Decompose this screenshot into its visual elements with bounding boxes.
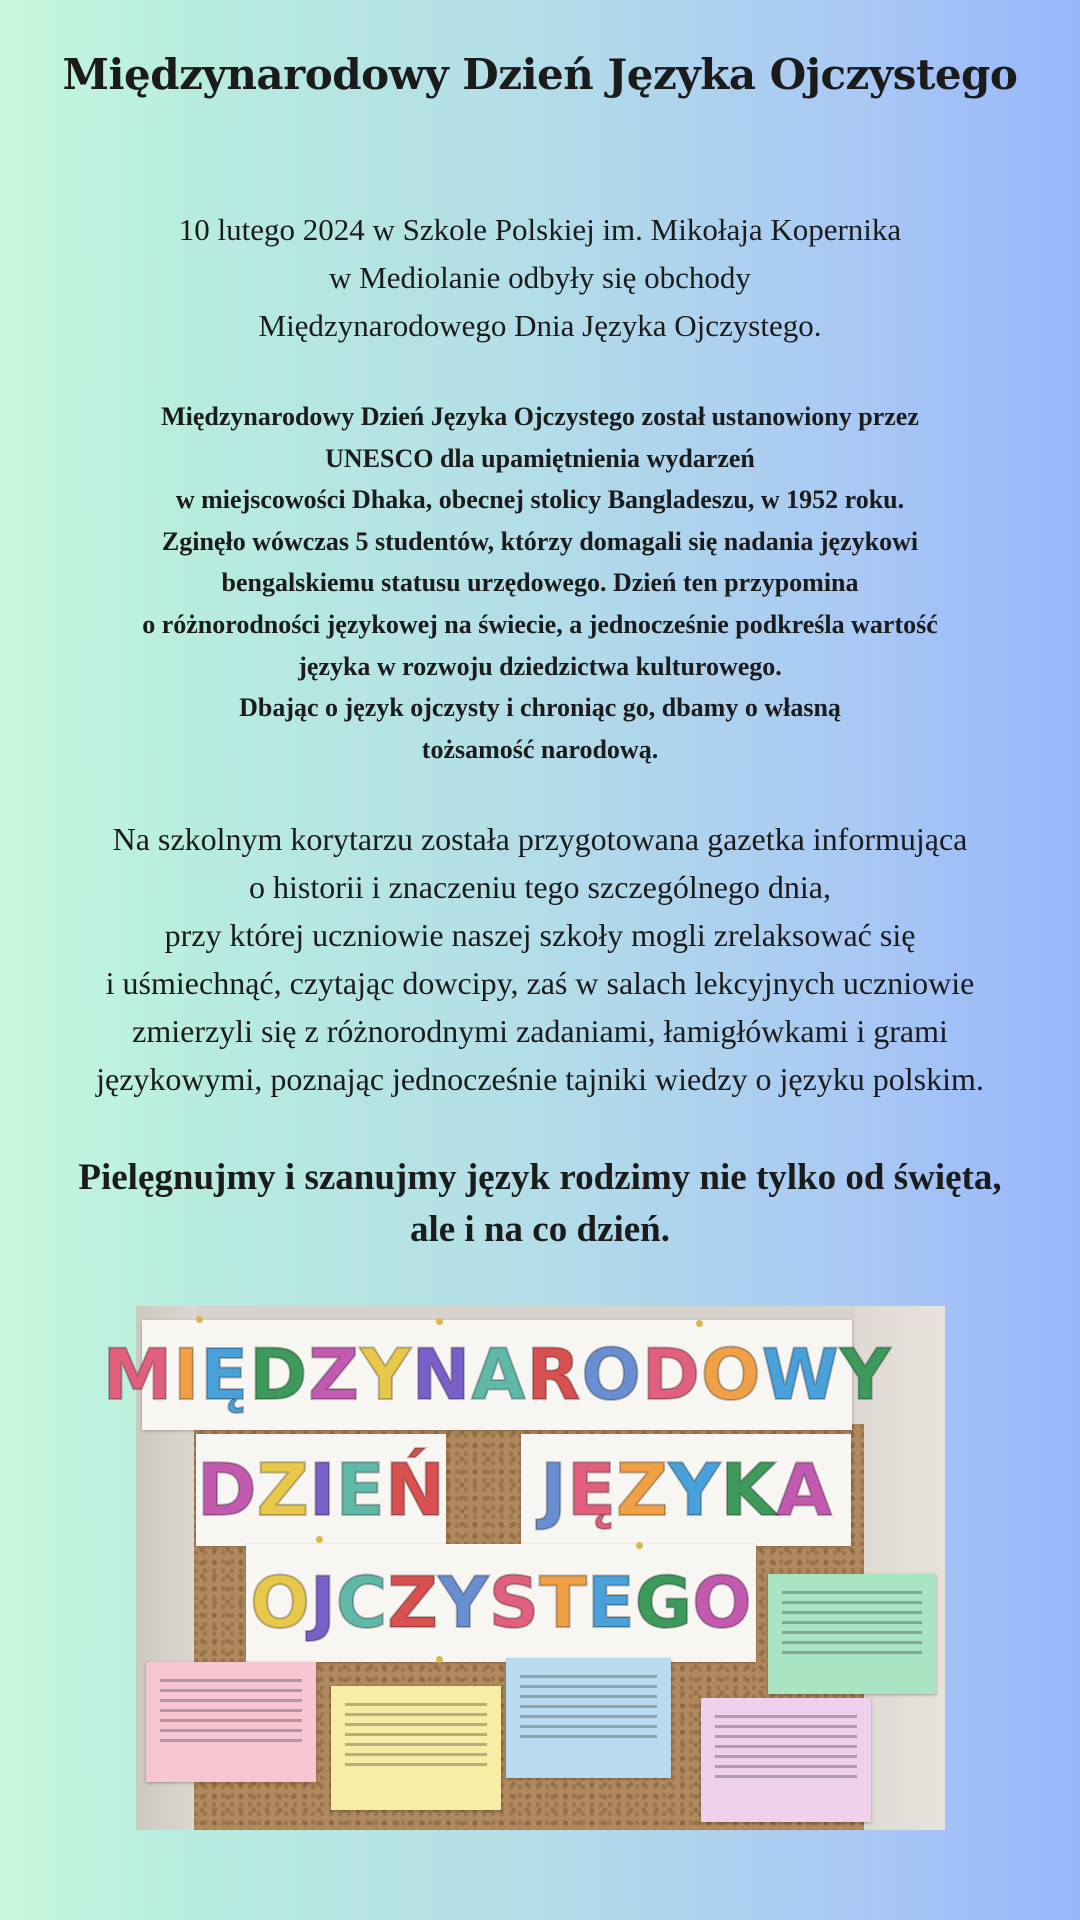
closing-slogan xyxy=(20,1152,1060,1256)
history-line: w miejscowości Dhaka, obecnej stolicy Bangladeszu, w 1952 roku. xyxy=(175,485,905,515)
note-blue xyxy=(506,1658,671,1778)
banner-text xyxy=(250,1562,751,1644)
banner-ojczystego xyxy=(246,1544,756,1662)
banner-letter: E xyxy=(586,1562,635,1644)
banner-text xyxy=(197,1448,445,1532)
history-line: Międzynarodowy Dzień Języka Ojczystego został ustanowiony przez xyxy=(161,402,919,431)
note-pink xyxy=(146,1662,316,1782)
banner-jezyka xyxy=(521,1434,851,1546)
note-lilac xyxy=(701,1698,871,1822)
banner-letter: J xyxy=(309,1562,336,1644)
history-line: Dbając o język ojczysty i chroniąc go, dbamy o własną xyxy=(239,693,841,723)
closing-line: Pielęgnujmy i szanujmy język rodzimy nie tylko od święta, xyxy=(78,1157,1002,1198)
gazetka-line: zmierzyli się z różnorodnymi zadaniami, łamigłówkami i grami xyxy=(132,1013,948,1049)
note-green xyxy=(768,1574,936,1694)
closing-line: ale i na co dzień. xyxy=(409,1209,670,1250)
banner-letter: Y xyxy=(438,1562,489,1644)
pin xyxy=(436,1656,443,1663)
pin xyxy=(436,1318,443,1325)
gazetka-line: Na szkolnym korytarzu została przygotowana gazetka informująca xyxy=(112,821,968,857)
banner-letter: M xyxy=(102,1334,174,1416)
banner-letter: T xyxy=(539,1562,587,1644)
banner-miedzynarodowy xyxy=(102,1320,892,1430)
banner-letter: O xyxy=(692,1562,752,1644)
banner-text xyxy=(540,1448,832,1532)
banner-letter: Y xyxy=(668,1448,721,1532)
note-yellow xyxy=(331,1686,501,1810)
history-line: bengalskiemu statusu urzędowego. Dzień ten przypomina xyxy=(221,568,859,598)
banner-letter: Ę xyxy=(200,1334,250,1416)
banner-letter: D xyxy=(249,1334,309,1416)
banner-letter: A xyxy=(471,1334,527,1416)
pin xyxy=(696,1320,703,1327)
banner-letter: J xyxy=(540,1448,567,1532)
banner-letter: N xyxy=(411,1334,472,1416)
gazetka-line: i uśmiechnąć, czytając dowcipy, zaś w salach lekcyjnych uczniowie xyxy=(105,965,975,1001)
banner-letter: G xyxy=(634,1562,693,1644)
banner-letter: W xyxy=(761,1334,840,1416)
history-line: UNESCO dla upamiętnienia wydarzeń xyxy=(325,443,755,473)
history-line: o różnorodności językowej na świecie, a jednocześnie podkreśla wartość xyxy=(142,609,938,639)
pin xyxy=(636,1542,643,1549)
banner-letter: D xyxy=(196,1448,257,1532)
page-title: Międzynarodowy Dzień Języka Ojczystego xyxy=(62,50,1018,99)
gazetka-paragraph xyxy=(20,815,1060,1103)
banner-letter: R xyxy=(526,1334,582,1416)
banner-letter: I xyxy=(173,1334,201,1416)
banner-letter: C xyxy=(335,1562,388,1644)
banner-letter: K xyxy=(720,1448,777,1532)
banner-letter: Y xyxy=(359,1334,412,1416)
banner-letter: Ę xyxy=(566,1448,617,1532)
history-line: Zginęło wówczas 5 studentów, którzy domagali się nadania językowi xyxy=(161,526,919,556)
history-paragraph xyxy=(20,396,1060,770)
banner-letter: D xyxy=(641,1334,701,1416)
banner-letter: Z xyxy=(616,1448,669,1532)
pin xyxy=(316,1536,323,1543)
banner-letter: A xyxy=(776,1448,832,1532)
banner-letter: E xyxy=(335,1448,385,1532)
gazetka-line: o historii i znaczeniu tego szczególnego dnia, xyxy=(248,869,831,905)
history-line: tożsamość narodową. xyxy=(421,734,659,764)
banner-letter: S xyxy=(488,1562,540,1644)
banner-text xyxy=(103,1334,892,1416)
banner-letter: Ń xyxy=(384,1448,446,1532)
intro-line: w Mediolanie odbyły się obchody xyxy=(329,260,751,295)
banner-letter: O xyxy=(250,1562,310,1644)
banner-dzien xyxy=(196,1434,446,1546)
bulletin-board-photo xyxy=(102,1306,945,1830)
banner-letter: O xyxy=(581,1334,642,1416)
banner-letter: O xyxy=(701,1334,762,1416)
banner-letter: Z xyxy=(308,1334,360,1416)
history-line: języka w rozwoju dziedzictwa kulturowego. xyxy=(298,651,782,681)
gazetka-line: językowymi, poznając jednocześnie tajniki wiedzy o języku polskim. xyxy=(96,1061,984,1097)
gazetka-line: przy której uczniowie naszej szkoły mogli zrelaksować się xyxy=(164,917,916,953)
intro-paragraph xyxy=(60,206,1020,350)
intro-line: 10 lutego 2024 w Szkole Polskiej im. Mikołaja Kopernika xyxy=(178,212,902,247)
banner-letter: Z xyxy=(256,1448,309,1532)
banner-letter: I xyxy=(308,1448,336,1532)
banner-letter: Y xyxy=(839,1334,892,1416)
intro-line: Międzynarodowego Dnia Języka Ojczystego. xyxy=(258,308,822,343)
pin xyxy=(196,1316,203,1323)
banner-letter: Z xyxy=(387,1562,438,1644)
